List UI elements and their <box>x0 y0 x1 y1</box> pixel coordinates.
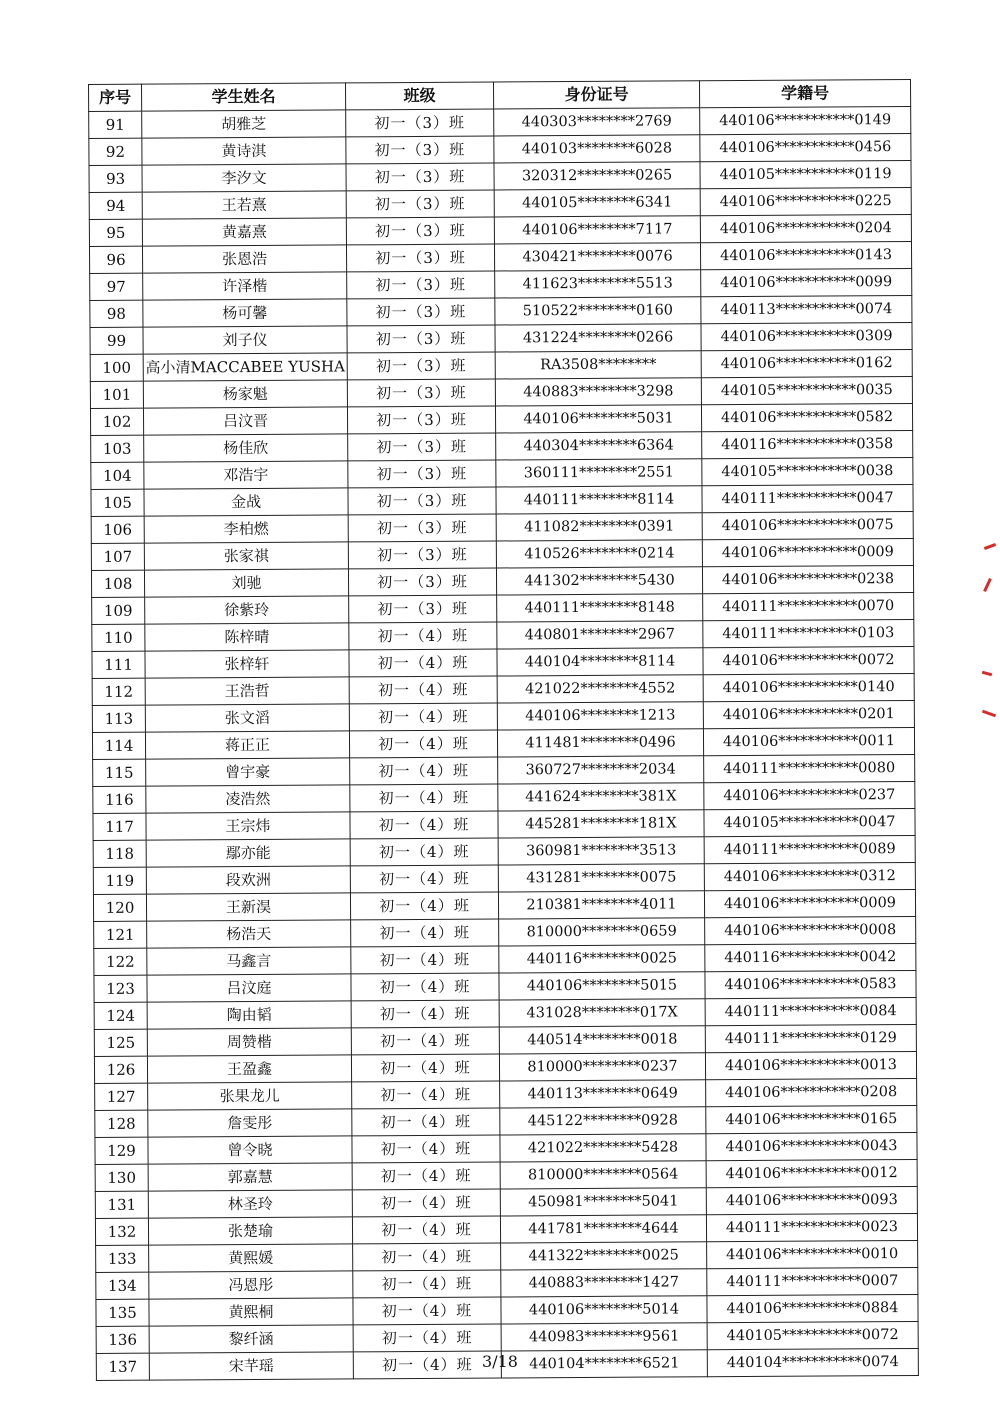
cell-index: 123 <box>94 975 147 1002</box>
cell-student-name: 王盈鑫 <box>147 1055 351 1083</box>
student-roster-table <box>88 79 919 1381</box>
cell-registration-number: 440105***********0119 <box>700 160 911 188</box>
cell-student-name: 金战 <box>144 488 348 516</box>
cell-class: 初一（3）班 <box>348 487 496 515</box>
cell-class: 初一（3）班 <box>348 433 496 461</box>
cell-registration-number: 440106***********0225 <box>700 187 911 215</box>
cell-student-name: 张家祺 <box>144 542 348 570</box>
cell-student-name: 李柏燃 <box>144 515 348 543</box>
cell-id-number: 360727********2034 <box>498 756 704 784</box>
cell-index: 106 <box>91 516 144 543</box>
cell-class: 初一（3）班 <box>349 595 497 623</box>
cell-student-name: 詹雯彤 <box>148 1109 352 1137</box>
cell-registration-number: 440106***********0075 <box>702 511 913 539</box>
cell-id-number: 411082********0391 <box>496 513 702 541</box>
cell-id-number: 440103********6028 <box>494 135 700 163</box>
cell-registration-number: 440106***********0162 <box>701 349 912 377</box>
cell-index: 114 <box>92 732 145 759</box>
cell-class: 初一（4）班 <box>351 946 499 974</box>
cell-index: 100 <box>90 354 143 381</box>
cell-index: 128 <box>95 1110 148 1137</box>
cell-class: 初一（3）班 <box>347 379 495 407</box>
cell-index: 124 <box>94 1002 147 1029</box>
cell-index: 97 <box>90 273 143 300</box>
cell-class: 初一（4）班 <box>352 1216 500 1244</box>
cell-index: 116 <box>93 786 146 813</box>
cell-class: 初一（3）班 <box>347 406 495 434</box>
cell-registration-number: 440106***********0238 <box>702 565 913 593</box>
cell-index: 121 <box>94 921 147 948</box>
cell-index: 137 <box>96 1353 149 1380</box>
cell-id-number: RA3508******** <box>495 351 701 379</box>
cell-student-name: 曾令晓 <box>148 1136 352 1164</box>
cell-student-name: 胡雅芝 <box>142 110 346 138</box>
cell-id-number: 440105********6341 <box>494 189 700 217</box>
cell-index: 110 <box>92 624 145 651</box>
cell-index: 125 <box>94 1029 147 1056</box>
cell-id-number: 431281********0075 <box>498 864 704 892</box>
cell-index: 107 <box>91 543 144 570</box>
cell-class: 初一（4）班 <box>351 919 499 947</box>
cell-student-name: 黄熙桐 <box>149 1298 353 1326</box>
cell-id-number: 320312********0265 <box>494 162 700 190</box>
cell-student-name: 鄢亦能 <box>146 839 350 867</box>
table-body <box>89 106 919 1380</box>
header-id-number: 身份证号 <box>493 81 699 109</box>
header-student-name: 学生姓名 <box>142 83 346 111</box>
cell-registration-number: 440111***********0084 <box>705 997 916 1025</box>
cell-registration-number: 440106***********0309 <box>701 322 912 350</box>
cell-class: 初一（4）班 <box>349 703 497 731</box>
cell-student-name: 李汐文 <box>142 164 346 192</box>
cell-index: 96 <box>89 246 142 273</box>
cell-class: 初一（4）班 <box>350 892 498 920</box>
cell-registration-number: 440105***********0035 <box>701 376 912 404</box>
stamp-fragment-lower <box>982 671 992 676</box>
cell-id-number: 440883********1427 <box>501 1269 707 1297</box>
cell-id-number: 440106********7117 <box>494 216 700 244</box>
cell-student-name: 凌浩然 <box>146 785 350 813</box>
cell-id-number: 431028********017X <box>499 999 705 1027</box>
cell-registration-number: 440106***********0008 <box>705 916 916 944</box>
cell-student-name: 邓浩宇 <box>144 461 348 489</box>
cell-index: 99 <box>90 327 143 354</box>
cell-registration-number: 440113***********0074 <box>701 295 912 323</box>
cell-index: 111 <box>92 651 145 678</box>
cell-id-number: 440801********2967 <box>497 621 703 649</box>
cell-index: 117 <box>93 813 146 840</box>
stamp-fragment-top <box>984 543 996 550</box>
cell-student-name: 郭嘉慧 <box>148 1163 352 1191</box>
cell-id-number: 430421********0076 <box>494 243 700 271</box>
cell-student-name: 黄嘉熹 <box>142 218 346 246</box>
cell-id-number: 210381********4011 <box>498 891 704 919</box>
cell-class: 初一（4）班 <box>350 811 498 839</box>
cell-id-number: 510522********0160 <box>495 297 701 325</box>
cell-class: 初一（4）班 <box>353 1270 501 1298</box>
cell-id-number: 360981********3513 <box>498 837 704 865</box>
cell-registration-number: 440106***********0582 <box>701 403 912 431</box>
cell-class: 初一（4）班 <box>352 1162 500 1190</box>
cell-id-number: 810000********0659 <box>499 918 705 946</box>
cell-class: 初一（4）班 <box>352 1189 500 1217</box>
cell-class: 初一（3）班 <box>348 514 496 542</box>
cell-class: 初一（4）班 <box>351 1054 499 1082</box>
cell-class: 初一（4）班 <box>349 622 497 650</box>
cell-id-number: 440106********5031 <box>495 405 701 433</box>
cell-registration-number: 440111***********0023 <box>706 1213 917 1241</box>
cell-student-name: 宋芊瑶 <box>149 1352 353 1380</box>
cell-registration-number: 440106***********0140 <box>703 673 914 701</box>
cell-class: 初一（4）班 <box>353 1351 501 1379</box>
cell-index: 132 <box>95 1218 148 1245</box>
cell-index: 112 <box>92 678 145 705</box>
cell-index: 120 <box>93 894 146 921</box>
cell-student-name: 张楚瑜 <box>148 1217 352 1245</box>
cell-id-number: 440514********0018 <box>499 1026 705 1054</box>
cell-registration-number: 440106***********0143 <box>700 241 911 269</box>
cell-id-number: 440116********0025 <box>499 945 705 973</box>
cell-index: 102 <box>90 408 143 435</box>
cell-id-number: 810000********0564 <box>500 1161 706 1189</box>
cell-registration-number: 440105***********0047 <box>704 808 915 836</box>
cell-class: 初一（3）班 <box>346 244 494 272</box>
cell-index: 98 <box>90 300 143 327</box>
cell-class: 初一（4）班 <box>349 730 497 758</box>
cell-index: 109 <box>92 597 145 624</box>
cell-student-name: 刘子仪 <box>143 326 347 354</box>
header-index: 序号 <box>89 84 142 111</box>
cell-registration-number: 440111***********0089 <box>704 835 915 863</box>
cell-class: 初一（3）班 <box>347 325 495 353</box>
cell-class: 初一（4）班 <box>353 1297 501 1325</box>
cell-registration-number: 440106***********0312 <box>704 862 915 890</box>
cell-index: 130 <box>95 1164 148 1191</box>
cell-registration-number: 440104***********0074 <box>707 1348 918 1376</box>
cell-registration-number: 440106***********0884 <box>707 1294 918 1322</box>
cell-id-number: 441781********4644 <box>500 1215 706 1243</box>
cell-student-name: 黄诗淇 <box>142 137 346 165</box>
cell-index: 104 <box>91 462 144 489</box>
cell-class: 初一（4）班 <box>352 1081 500 1109</box>
cell-id-number: 810000********0237 <box>499 1053 705 1081</box>
cell-id-number: 440983********9561 <box>501 1323 707 1351</box>
cell-student-name: 黄熙媛 <box>149 1244 353 1272</box>
cell-registration-number: 440106***********0009 <box>702 538 913 566</box>
cell-class: 初一（4）班 <box>350 838 498 866</box>
cell-index: 127 <box>95 1083 148 1110</box>
cell-registration-number: 440106***********0010 <box>707 1240 918 1268</box>
cell-class: 初一（4）班 <box>352 1108 500 1136</box>
cell-id-number: 411481********0496 <box>497 729 703 757</box>
cell-class: 初一（3）班 <box>346 190 494 218</box>
cell-id-number: 440104********8114 <box>497 648 703 676</box>
cell-student-name: 张恩浩 <box>142 245 346 273</box>
cell-index: 108 <box>91 570 144 597</box>
cell-student-name: 吕汶晋 <box>143 407 347 435</box>
cell-student-name: 段欢洲 <box>146 866 350 894</box>
cell-class: 初一（3）班 <box>346 109 494 137</box>
cell-student-name: 王若熹 <box>142 191 346 219</box>
cell-index: 136 <box>96 1326 149 1353</box>
cell-index: 129 <box>95 1137 148 1164</box>
cell-class: 初一（4）班 <box>351 973 499 1001</box>
cell-id-number: 441322********0025 <box>501 1242 707 1270</box>
cell-index: 91 <box>89 111 142 138</box>
cell-id-number: 421022********5428 <box>500 1134 706 1162</box>
cell-id-number: 445122********0928 <box>500 1107 706 1135</box>
cell-student-name: 林圣玲 <box>148 1190 352 1218</box>
cell-student-name: 张文滔 <box>145 704 349 732</box>
cell-class: 初一（4）班 <box>350 784 498 812</box>
cell-student-name: 张梓轩 <box>145 650 349 678</box>
cell-index: 93 <box>89 165 142 192</box>
header-student-registration-number: 学籍号 <box>699 79 910 107</box>
cell-registration-number: 440106***********0099 <box>701 268 912 296</box>
cell-student-name: 周赞楷 <box>147 1028 351 1056</box>
cell-id-number: 440111********8114 <box>496 486 702 514</box>
cell-student-name: 陈梓晴 <box>145 623 349 651</box>
cell-student-name: 王新淏 <box>146 893 350 921</box>
cell-index: 135 <box>96 1299 149 1326</box>
cell-index: 92 <box>89 138 142 165</box>
cell-registration-number: 440106***********0165 <box>706 1105 917 1133</box>
cell-student-name: 杨可馨 <box>143 299 347 327</box>
cell-index: 126 <box>94 1056 147 1083</box>
cell-registration-number: 440106***********0208 <box>706 1078 917 1106</box>
cell-student-name: 马鑫言 <box>147 947 351 975</box>
cell-registration-number: 440106***********0009 <box>704 889 915 917</box>
cell-student-name: 黎纤涵 <box>149 1325 353 1353</box>
cell-id-number: 440106********5014 <box>501 1296 707 1324</box>
cell-registration-number: 440105***********0072 <box>707 1321 918 1349</box>
cell-registration-number: 440106***********0011 <box>703 727 914 755</box>
cell-class: 初一（4）班 <box>349 649 497 677</box>
cell-registration-number: 440106***********0456 <box>700 133 911 161</box>
cell-registration-number: 440106***********0072 <box>703 646 914 674</box>
cell-index: 101 <box>90 381 143 408</box>
cell-registration-number: 440106***********0093 <box>706 1186 917 1214</box>
cell-student-name: 杨家魁 <box>143 380 347 408</box>
cell-id-number: 440883********3298 <box>495 378 701 406</box>
cell-class: 初一（4）班 <box>352 1135 500 1163</box>
cell-id-number: 411623********5513 <box>495 270 701 298</box>
cell-class: 初一（3）班 <box>346 217 494 245</box>
cell-id-number: 360111********2551 <box>496 459 702 487</box>
cell-class: 初一（3）班 <box>346 136 494 164</box>
cell-index: 122 <box>94 948 147 975</box>
cell-student-name: 杨浩天 <box>147 920 351 948</box>
cell-class: 初一（4）班 <box>351 1000 499 1028</box>
cell-registration-number: 440111***********0070 <box>703 592 914 620</box>
cell-class: 初一（4）班 <box>351 1027 499 1055</box>
cell-id-number: 440106********5015 <box>499 972 705 1000</box>
cell-index: 134 <box>96 1272 149 1299</box>
cell-id-number: 441302********5430 <box>496 567 702 595</box>
cell-class: 初一（3）班 <box>347 271 495 299</box>
cell-id-number: 440106********1213 <box>497 702 703 730</box>
cell-registration-number: 440105***********0038 <box>702 457 913 485</box>
cell-registration-number: 440111***********0007 <box>707 1267 918 1295</box>
cell-index: 133 <box>96 1245 149 1272</box>
cell-registration-number: 440111***********0129 <box>705 1024 916 1052</box>
cell-registration-number: 440106***********0237 <box>704 781 915 809</box>
cell-class: 初一（3）班 <box>348 541 496 569</box>
cell-index: 119 <box>93 867 146 894</box>
cell-class: 初一（4）班 <box>349 676 497 704</box>
cell-id-number: 440303********2769 <box>494 108 700 136</box>
cell-class: 初一（3）班 <box>348 568 496 596</box>
cell-student-name: 张果龙儿 <box>148 1082 352 1110</box>
cell-index: 131 <box>95 1191 148 1218</box>
cell-student-name: 许泽楷 <box>143 272 347 300</box>
stamp-fragment-mid <box>983 578 992 592</box>
cell-index: 115 <box>93 759 146 786</box>
cell-student-name: 曾宇豪 <box>146 758 350 786</box>
cell-index: 95 <box>89 219 142 246</box>
cell-student-name: 刘驰 <box>144 569 348 597</box>
cell-id-number: 445281********181X <box>498 810 704 838</box>
cell-registration-number: 440106***********0204 <box>700 214 911 242</box>
stamp-fragment-bottom <box>982 710 996 718</box>
cell-id-number: 450981********5041 <box>500 1188 706 1216</box>
cell-id-number: 410526********0214 <box>496 540 702 568</box>
cell-student-name: 徐紫玲 <box>145 596 349 624</box>
cell-id-number: 441624********381X <box>498 783 704 811</box>
cell-id-number: 440113********0649 <box>500 1080 706 1108</box>
cell-index: 103 <box>91 435 144 462</box>
cell-class: 初一（4）班 <box>350 757 498 785</box>
cell-class: 初一（3）班 <box>348 460 496 488</box>
cell-class: 初一（4）班 <box>353 1324 501 1352</box>
cell-student-name: 王宗炜 <box>146 812 350 840</box>
header-class: 班级 <box>345 82 493 110</box>
cell-registration-number: 440111***********0047 <box>702 484 913 512</box>
cell-class: 初一（4）班 <box>350 865 498 893</box>
cell-registration-number: 440106***********0043 <box>706 1132 917 1160</box>
cell-student-name: 杨佳欣 <box>144 434 348 462</box>
cell-class: 初一（3）班 <box>347 298 495 326</box>
cell-index: 113 <box>92 705 145 732</box>
cell-registration-number: 440106***********0013 <box>705 1051 916 1079</box>
cell-registration-number: 440106***********0149 <box>700 106 911 134</box>
cell-id-number: 431224********0266 <box>495 324 701 352</box>
cell-registration-number: 440116***********0358 <box>702 430 913 458</box>
cell-class: 初一（3）班 <box>346 163 494 191</box>
cell-index: 94 <box>89 192 142 219</box>
cell-student-name: 高小清MACCABEE YUSHA <box>143 353 347 381</box>
cell-class: 初一（3）班 <box>347 352 495 380</box>
cell-student-name: 王浩哲 <box>145 677 349 705</box>
cell-student-name: 吕汶庭 <box>147 974 351 1002</box>
cell-id-number: 440104********6521 <box>501 1350 707 1378</box>
cell-registration-number: 440106***********0012 <box>706 1159 917 1187</box>
cell-index: 118 <box>93 840 146 867</box>
cell-student-name: 冯恩彤 <box>149 1271 353 1299</box>
cell-registration-number: 440111***********0103 <box>703 619 914 647</box>
cell-id-number: 421022********4552 <box>497 675 703 703</box>
cell-id-number: 440304********6364 <box>496 432 702 460</box>
cell-id-number: 440111********8148 <box>497 594 703 622</box>
cell-registration-number: 440106***********0201 <box>703 700 914 728</box>
page-number: 3/18 <box>482 1352 518 1371</box>
cell-index: 105 <box>91 489 144 516</box>
cell-student-name: 蒋正正 <box>145 731 349 759</box>
cell-class: 初一（4）班 <box>353 1243 501 1271</box>
cell-student-name: 陶由韬 <box>147 1001 351 1029</box>
cell-registration-number: 440106***********0583 <box>705 970 916 998</box>
cell-registration-number: 440111***********0080 <box>704 754 915 782</box>
cell-registration-number: 440116***********0042 <box>705 943 916 971</box>
